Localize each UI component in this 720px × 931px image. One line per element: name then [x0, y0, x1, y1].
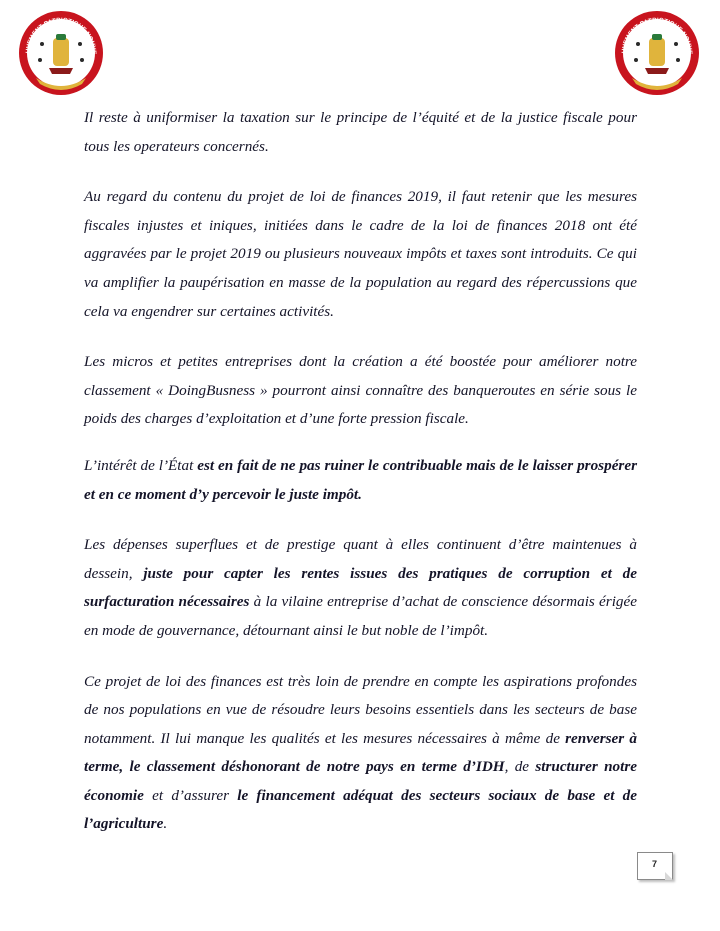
- party-emblem-icon: [16, 8, 106, 98]
- paragraph-equity: [84, 104, 637, 161]
- paragraph-expenses: [84, 531, 637, 645]
- paragraph-emphasis: renverser à terme, le classement déshonorant de notre pays en terme d’IDH: [84, 729, 637, 776]
- paragraph-text: Il reste à uniformiser la taxation sur le principe de l’équité et de la justice fiscale pour tous les operateurs concernés.: [84, 109, 637, 155]
- paragraph-finance-law-2019: [84, 183, 637, 326]
- paragraph-emphasis: est en fait de ne pas ruiner le contribuable mais de le laisser prospérer et en ce moment d’y percevoir le juste impôt.: [84, 456, 637, 503]
- party-emblem-icon: [612, 8, 702, 98]
- paragraph-text: Au regard du contenu du projet de loi de finances 2019, il faut retenir que les mesures fiscales injustes et iniques, initiées dans le cadre de la loi de finances 2018 ont été aggravées par le projet 2019 ou plusieurs nouveaux impôts et taxes sont introduits. Ce qui va amplifier la paupérisation en masse de la population au regard des répercussions que cela va engendrer sur certaines activités.: [84, 188, 637, 320]
- party-logo-right: [612, 8, 702, 98]
- paragraph-text: et d’assurer: [143, 786, 238, 804]
- paragraph-emphasis: structurer notre économie: [84, 758, 637, 804]
- paragraph-text: Ce projet de loi des finances est très loin de prendre en compte les aspirations profondes de nos populations en vue de résoudre leurs besoins essentiels dans les secteurs de base notamment. Il lui manque les qualités et les mesures nécessaires à même de: [84, 672, 637, 747]
- paragraph-state-interest: [84, 452, 637, 509]
- paragraph-text: à la vilaine entreprise d’achat de conscience désormais érigée en mode de gouvernance, détournant ainsi le but noble de l’impôt.: [84, 593, 637, 639]
- paragraph-conclusion: [84, 668, 637, 840]
- svg-text:MOUVEMENT PATRIOTIQUE NOUVEAU: UVEMENT PATRIOTIQUE NOUVE: [24, 16, 98, 55]
- page-number-box: [637, 852, 673, 880]
- page-number: 7: [651, 859, 657, 869]
- paragraph-text: Les micros et petites entreprises dont la création a été boostée pour améliorer notre classement « DoingBusness » pourront ainsi connaître des banqueroutes en série sous le poids des charges d’exploitation et d’une forte pression fiscale.: [84, 353, 637, 428]
- paragraph-text: Les dépenses superflues et de prestige quant à elles continuent d’être maintenues à dessein,: [84, 536, 637, 582]
- svg-text:MOUVEMENT PATRIOTIQUE NOUVEAU: UVEMENT PATRIOTIQUE NOUVE: [620, 16, 694, 55]
- party-logo-left: [16, 8, 106, 98]
- paragraph-emphasis: le financement adéquat des secteurs sociaux de base et de l’agriculture: [84, 786, 637, 833]
- document-body: [84, 104, 637, 861]
- paragraph-text: .: [163, 815, 168, 833]
- paragraph-text: L’intérêt de l’État: [84, 456, 198, 474]
- page-fold-icon: [665, 872, 673, 880]
- paragraph-emphasis: juste pour capter les rentes issues des pratiques de corruption et de surfacturation nécessaires: [84, 564, 637, 611]
- paragraph-small-businesses: [84, 348, 637, 434]
- paragraph-text: , de: [504, 758, 536, 776]
